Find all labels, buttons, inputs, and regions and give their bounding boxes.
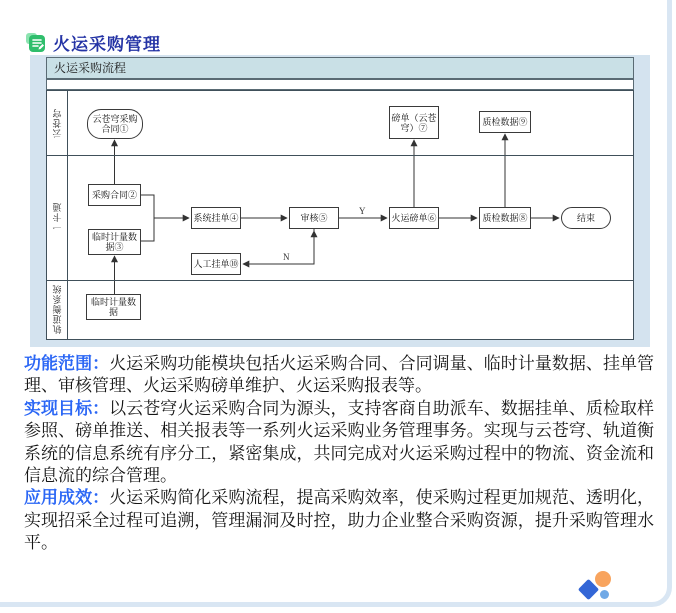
lane-label-column-divider xyxy=(67,91,68,339)
flow-diagram-title: 火运采购流程 xyxy=(46,57,634,79)
lane-divider-2 xyxy=(47,280,633,281)
lane-label-guidaoheng: 轨道衡系统 xyxy=(52,284,63,335)
flow-node-cloud-weighbill: 磅单（云苍穹）⑦ xyxy=(389,106,439,139)
lane-label-yuncangqiong: 云苍穹 xyxy=(52,108,63,138)
flow-node-review: 审核⑤ xyxy=(289,207,339,229)
section-goal-text: 以云苍穹火运采购合同为源头，支持客商自助派车、数据挂单、质检取样参照、磅单推送、相关报表等一系列火运采购业务管理事务。实现与云苍穹、轨道衡系统的信息系统有序分工，紧密集成，共同完成对火运采购过程中的物流、资金流和信息流的综合管理。 xyxy=(24,398,655,486)
section-goal-label: 实现目标： xyxy=(24,398,110,418)
lane-label-yikatong: 一卡通 xyxy=(52,202,63,233)
edge-label-no: N xyxy=(283,252,290,262)
description-text xyxy=(24,353,654,555)
logo-orange-circle-icon xyxy=(595,571,611,587)
document-edit-icon xyxy=(26,33,45,52)
section-effect xyxy=(24,487,654,554)
corner-logo xyxy=(616,553,676,613)
edge-label-yes: Y xyxy=(359,206,366,216)
flow-node-purchase-contract: 采购合同② xyxy=(88,184,141,206)
section-scope-label: 功能范围： xyxy=(24,354,110,373)
flow-diagram-panel xyxy=(30,55,650,347)
section-goal xyxy=(24,398,654,488)
flow-node-system-listing: 系统挂单④ xyxy=(191,207,241,229)
flow-node-cloud-contract: 云苍穹采购合同① xyxy=(87,109,143,139)
section-effect-label: 应用成效： xyxy=(24,488,110,508)
lane-divider-1 xyxy=(47,155,633,156)
flow-node-track-temp-data: 临时计量数据 xyxy=(86,294,141,320)
flowchart-area xyxy=(46,90,634,340)
section-scope xyxy=(24,353,654,398)
flow-node-qc-data: 质检数据⑧ xyxy=(479,207,531,229)
flow-node-qc-data-top: 质检数据⑨ xyxy=(479,111,531,133)
section-effect-text: 火运采购简化采购流程，提高采购效率，使采购过程更加规范、透明化，实现招采全过程可追溯，管理漏洞及时控，助力企业整合采购资源，提升采购管理水平。 xyxy=(24,488,655,553)
flow-node-rail-weighbill: 火运磅单⑥ xyxy=(389,207,439,229)
page-title: 火运采购管理 xyxy=(53,35,161,55)
flow-diagram-header-strip xyxy=(46,79,634,90)
logo-blue-dot-icon xyxy=(600,590,609,599)
flow-node-end: 结束 xyxy=(561,207,611,229)
flow-node-temp-measure-data: 临时计量数据③ xyxy=(88,229,141,255)
section-scope-text: 火运采购功能模块包括火运采购合同、合同调量、临时计量数据、挂单管理、审核管理、火运采购磅单维护、火运采购报表等。 xyxy=(24,354,655,396)
flow-node-manual-listing: 人工挂单⑩ xyxy=(191,253,241,275)
